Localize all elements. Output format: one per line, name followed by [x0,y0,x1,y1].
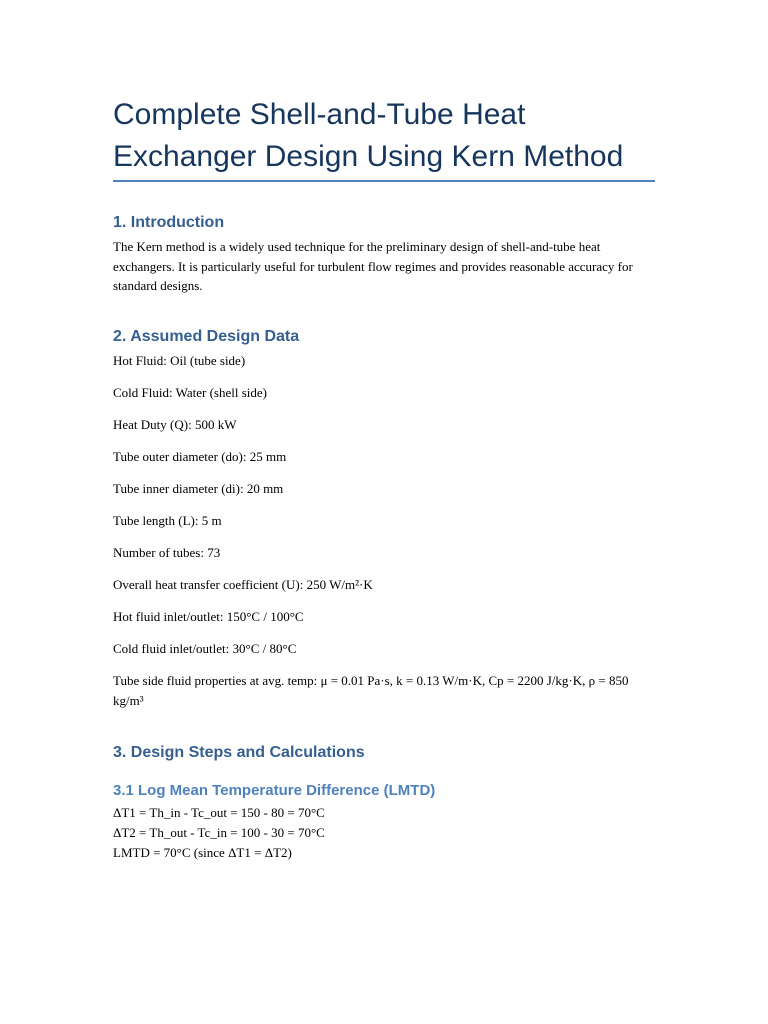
design-data-item: Tube outer diameter (do): 25 mm [113,449,287,464]
design-data-item: Hot fluid inlet/outlet: 150°C / 100°C [113,609,304,624]
design-data-item: Cold Fluid: Water (shell side) [113,385,267,400]
section-heading-introduction: 1. Introduction [113,214,225,231]
design-data-item: Number of tubes: 73 [113,545,221,560]
design-data-item: Tube inner diameter (di): 20 mm [113,481,284,496]
design-data-item: Tube length (L): 5 m [113,513,222,528]
lmtd-equation: ΔT2 = Th_out - Tc_in = 100 - 30 = 70°C [113,825,325,840]
section-heading-design-data: 2. Assumed Design Data [113,328,300,345]
design-data-item: Heat Duty (Q): 500 kW [113,417,237,432]
document-title: Complete Shell-and-Tube Heat Exchanger Design Using Kern Method [113,98,624,173]
design-data-item: Hot Fluid: Oil (tube side) [113,353,246,368]
section-heading-design-steps: 3. Design Steps and Calculations [113,744,365,761]
design-data-item: Cold fluid inlet/outlet: 30°C / 80°C [113,641,297,656]
subsection-heading-lmtd: 3.1 Log Mean Temperature Difference (LMTD) [113,782,436,799]
lmtd-equation: LMTD = 70°C (since ΔT1 = ΔT2) [113,845,292,860]
design-data-item: Overall heat transfer coefficient (U): 250 W/m²·K [113,577,373,592]
title-divider [113,180,655,182]
lmtd-equation: ΔT1 = Th_in - Tc_out = 150 - 80 = 70°C [113,805,325,820]
introduction-paragraph: The Kern method is a widely used technique for the preliminary design of shell-and-tube heat exchangers. It is particularly useful for turbulent flow regimes and provides reasonable accuracy for standard designs. [113,239,633,293]
design-data-item: Tube side fluid properties at avg. temp: μ = 0.01 Pa·s, k = 0.13 W/m·K, Cp = 2200 J/kg·K, ρ = 850 kg/m³ [113,673,629,708]
